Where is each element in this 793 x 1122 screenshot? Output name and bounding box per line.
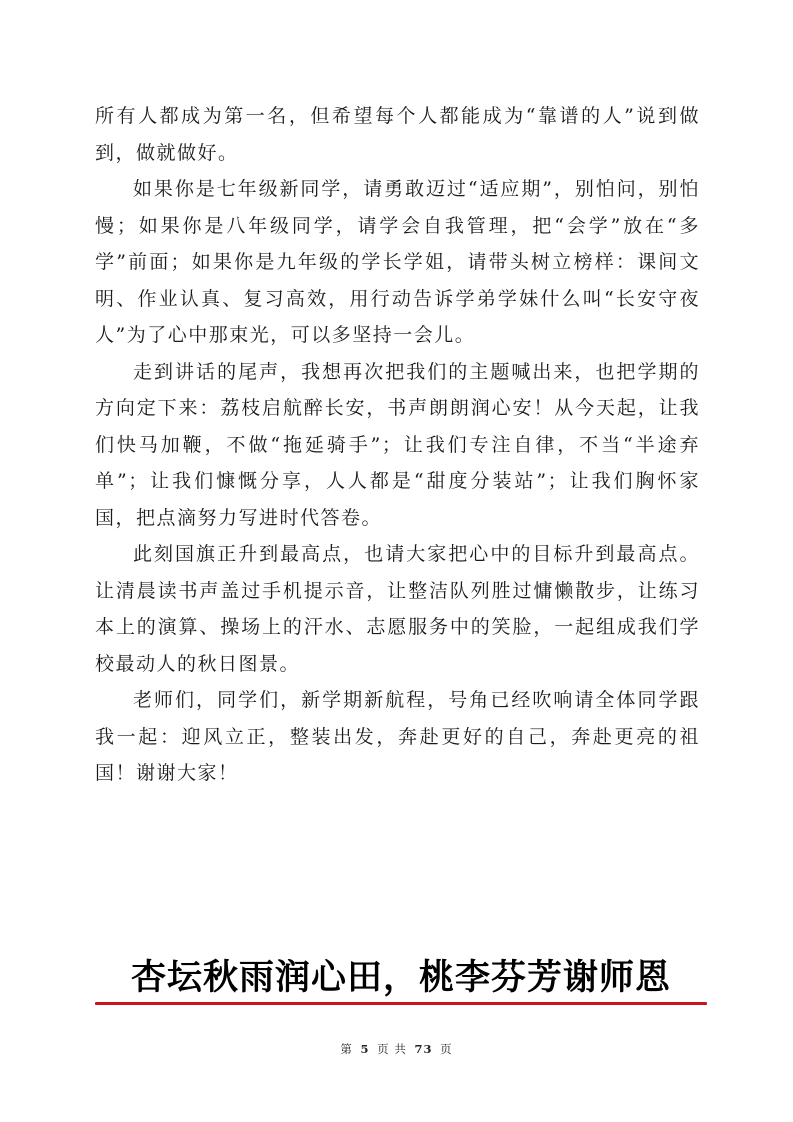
paragraph-3: 走到讲话的尾声，我想再次把我们的主题喊出来，也把学期的方向定下来：荔枝启航醉长安，书声朗朗润心安！从今天起，让我们快马加鞭，不做“拖延骑手”；让我们专注自律，不当“半途弃单”；让我们慷慨分享，人人都是“甜度分装站”；让我们胸怀家国，把点滴努力写进时代答卷。 <box>95 360 700 529</box>
footer-prefix: 第 <box>340 1042 353 1056</box>
heading-underline <box>95 1002 707 1005</box>
paragraph-5: 老师们，同学们，新学期新航程，号角已经吹响请全体同学跟我一起：迎风立正，整装出发，奔赴更好的自己，奔赴更亮的祖国！谢谢大家！ <box>95 689 700 784</box>
section-title: 杏坛秋雨润心田，桃李芬芳谢师恩 <box>130 958 671 998</box>
paragraph-4: 此刻国旗正升到最高点，也请大家把心中的目标升到最高点。让清晨读书声盖过手机提示音，让整洁队列胜过慵懒散步，让练习本上的演算、操场上的汗水、志愿服务中的笑脸，一起组成我们学校最动人的秋日图景。 <box>95 543 700 675</box>
paragraph-1: 所有人都成为第一名，但希望每个人都能成为“靠谱的人”说到做到，做就做好。 <box>95 105 700 164</box>
footer-middle: 页 共 <box>377 1042 407 1056</box>
body-text <box>95 98 700 792</box>
page-footer <box>0 1041 793 1057</box>
footer-suffix: 页 <box>440 1042 453 1056</box>
current-page-number: 5 <box>360 1042 370 1056</box>
section-heading <box>95 955 707 1005</box>
paragraph-2: 如果你是七年级新同学，请勇敢迈过“适应期”，别怕问，别怕慢；如果你是八年级同学，请学会自我管理，把“会学”放在“多学”前面；如果你是九年级的学长学姐，请带头树立榜样：课间文明、作业认真、复习高效，用行动告诉学弟学妹什么叫“长安守夜人”为了心中那束光，可以多坚持一会儿。 <box>95 178 700 346</box>
total-pages-number: 73 <box>414 1042 433 1056</box>
